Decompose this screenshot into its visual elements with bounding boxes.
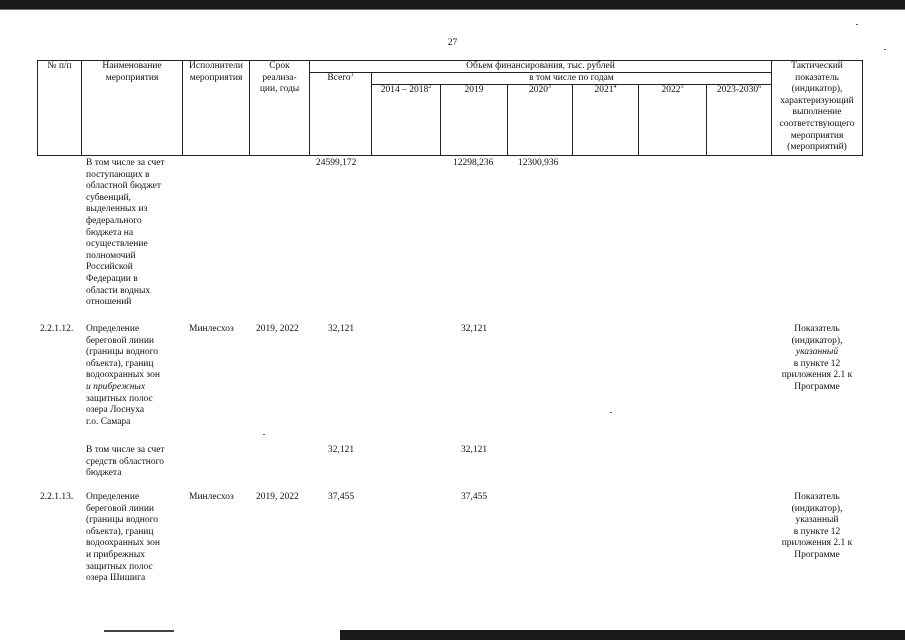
header-total [310, 73, 371, 85]
header-year [508, 85, 572, 97]
header-term-line: реализа- [262, 72, 297, 83]
header-indicator-line: Тактический [791, 61, 843, 71]
row-name-line: областной бюджет [86, 181, 162, 192]
row-name-line: бюджета на [86, 227, 134, 238]
row-name-line: и прибрежных [86, 381, 146, 392]
scan-border-bottom [340, 630, 905, 640]
header-indicator-line: выполнение [792, 107, 842, 118]
row-name-line: Федерации в [86, 273, 138, 284]
row-name-line: озера Шишига [86, 573, 146, 584]
row-2019: 32,121 [461, 445, 488, 455]
row-indicator [772, 492, 862, 562]
row-name [86, 445, 182, 480]
row-name-line: федерального [86, 215, 142, 226]
scan-speck [856, 24, 858, 25]
row-name-line: (границы водного [86, 515, 159, 526]
header-indicator-line: характеризующий [780, 95, 854, 106]
row-name-line: и прибрежных [86, 549, 145, 560]
row-term: 2019, 2022 [256, 492, 299, 502]
row-executor: Минлесхоз [189, 324, 234, 334]
header-indicator-line: соответствующего [779, 118, 855, 129]
row-name-line: В том числе за счет [86, 158, 165, 168]
row-indicator-line: указанный [795, 347, 839, 358]
row-name-line: отношений [86, 297, 132, 308]
row-indicator-line: (индикатор), [791, 503, 843, 514]
row-2020: 12300,936 [518, 158, 559, 168]
row-executor: Минлесхоз [189, 492, 234, 502]
header-executors: Исполнители мероприятия [189, 61, 243, 83]
header-indicator-line: мероприятия [790, 130, 844, 141]
row-name-line: средств областного [86, 456, 165, 467]
row-name-line: объекта), границ [86, 526, 154, 537]
scan-speck [263, 434, 265, 435]
header-indicator-line: (мероприятий) [787, 142, 847, 153]
scan-border-bottom-stub [104, 630, 174, 632]
header-year-label: 2021 [594, 85, 614, 95]
row-name-line: Определение [86, 492, 140, 502]
header-year [441, 85, 507, 97]
header-year-footnote: 3 [548, 83, 551, 90]
row-name-line: осуществление [86, 239, 148, 250]
header-funding-title: Объем финансирования, тыс. рублей [466, 61, 615, 71]
scan-border-top [0, 0, 905, 9]
row-total: 32,121 [328, 324, 355, 334]
row-name-line: выделенных из [86, 204, 148, 215]
header-total-footnote: 1 [350, 71, 354, 78]
header-total-label: Всего [327, 73, 351, 83]
row-total: 37,455 [328, 492, 355, 502]
row-indicator-line: Показатель [794, 324, 840, 334]
row-name-line: водоохранных зон [86, 538, 160, 549]
row-num: 2.2.1.12. [40, 324, 74, 334]
header-year-label: 2014 – 2018 [380, 85, 429, 95]
header-indicator-line: показатель [795, 72, 839, 83]
header-indicator-line: (индикатор), [791, 84, 843, 95]
scan-speck [884, 49, 886, 50]
header-year [372, 85, 440, 97]
row-name-line: г.о. Самара [86, 416, 131, 427]
row-name-line: поступающих в [86, 169, 150, 180]
header-year-footnote: 5 [680, 83, 684, 90]
header-year-label: 2022 [661, 85, 681, 95]
row-indicator-line: Программе [794, 381, 840, 392]
row-name-line: В том числе за счет [86, 445, 165, 455]
header-num: № п/п [47, 61, 72, 71]
row-name-line: субвенций, [86, 192, 131, 203]
header-term-line: ции, годы [259, 84, 300, 95]
row-name [86, 158, 182, 309]
header-year-label: 2020 [529, 85, 548, 95]
header-year-footnote: 2 [428, 83, 432, 90]
row-total: 32,121 [328, 445, 355, 455]
row-indicator [772, 324, 862, 394]
row-2019: 37,455 [461, 492, 488, 502]
header-year [707, 85, 771, 97]
row-name-line: защитных полос [86, 393, 153, 404]
header-name: Наименование мероприятия [102, 61, 162, 83]
row-indicator-line: (индикатор), [791, 335, 843, 346]
header-term [250, 61, 309, 96]
row-name [86, 324, 182, 428]
row-2019: 32,121 [461, 324, 488, 334]
row-name-line: полномочий [86, 250, 136, 261]
header-indicator [772, 61, 862, 154]
row-name-line: береговой линии [86, 335, 155, 346]
row-indicator-line: приложения 2.1 к [781, 370, 853, 381]
header-year-footnote: 4 [613, 83, 617, 90]
row-name [86, 492, 182, 585]
row-name-line: озера Лоснуха [86, 405, 145, 416]
row-num: 2.2.1.13. [40, 492, 74, 502]
row-name-line: береговой линии [86, 503, 155, 514]
header-year [573, 85, 638, 97]
header-incl-years: в том числе по годам [529, 73, 614, 83]
header-year-label: 2019 [464, 85, 484, 95]
row-term: 2019, 2022 [256, 324, 299, 334]
row-indicator-line: Показатель [794, 492, 840, 502]
row-total: 24599,172 [316, 158, 357, 168]
row-name-line: водоохранных зон [86, 370, 160, 381]
row-name-line: Российской [86, 262, 133, 273]
row-indicator-line: в пункте 12 [793, 526, 841, 537]
header-year [639, 85, 706, 97]
row-indicator-line: в пункте 12 [793, 358, 841, 369]
header-year-footnote: 6 [758, 83, 762, 90]
header-term-line: Срок [269, 61, 290, 71]
row-name-line: (границы водного [86, 347, 159, 358]
header-year-label: 2023-2030 [716, 85, 759, 95]
row-name-line: бюджета [86, 468, 122, 479]
row-name-line: защитных полос [86, 561, 153, 572]
scan-speck [610, 412, 612, 413]
scan-border-top-shadow [0, 9, 905, 10]
row-2019: 12298,236 [453, 158, 494, 168]
row-name-line: объекта), границ [86, 358, 154, 369]
row-indicator-line: Программе [794, 549, 840, 560]
row-name-line: области водных [86, 285, 151, 296]
page-number: 27 [447, 38, 458, 48]
row-indicator-line: приложения 2.1 к [781, 538, 853, 549]
row-name-line: Определение [86, 324, 140, 334]
row-indicator-line: указанный [795, 515, 839, 526]
